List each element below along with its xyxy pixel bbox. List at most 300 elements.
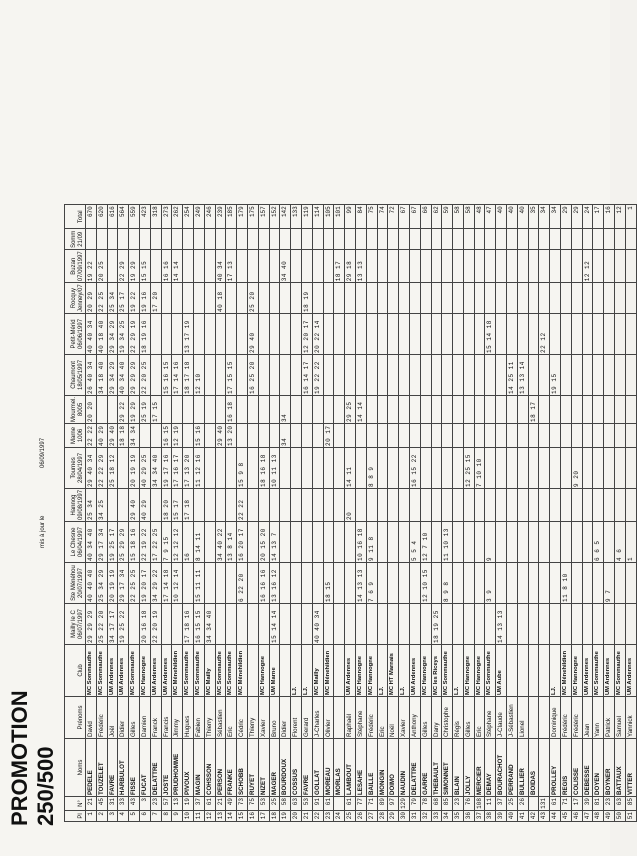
table-cell: Franck — [150, 697, 161, 739]
table-cell: 2 — [96, 811, 107, 822]
table-cell: MC Sommauthe — [86, 645, 97, 697]
table-cell — [291, 229, 302, 250]
table-cell: 15 17 — [172, 488, 183, 521]
table-cell: Frédéric — [561, 697, 572, 739]
table-cell — [496, 250, 507, 283]
table-cell — [183, 423, 194, 447]
table-cell: Francis — [161, 697, 172, 739]
table-cell: DELATTRE — [150, 739, 161, 797]
table-cell — [539, 604, 550, 645]
table-cell — [204, 522, 215, 563]
table-cell — [312, 229, 323, 250]
table-cell: REGIS — [561, 739, 572, 797]
table-cell — [561, 283, 572, 314]
table-cell: Christophe — [442, 697, 453, 739]
table-cell — [604, 447, 615, 488]
table-cell — [593, 313, 604, 354]
table-cell — [399, 488, 410, 521]
table-cell — [161, 313, 172, 354]
table-cell — [582, 604, 593, 645]
header-row — [65, 205, 86, 822]
table-cell — [561, 447, 572, 488]
table-cell: J-Charles — [312, 697, 323, 739]
table-cell: 17 20 — [150, 283, 161, 314]
table-cell: 5 5 4 — [409, 522, 420, 563]
table-row — [161, 205, 172, 822]
table-cell — [399, 354, 410, 395]
table-cell: 21 — [301, 811, 312, 822]
table-cell: UM Ardennes — [150, 645, 161, 697]
table-cell — [215, 604, 226, 645]
table-cell: 17 — [258, 811, 269, 822]
table-cell — [539, 250, 550, 283]
table-cell — [345, 604, 356, 645]
table-cell — [485, 354, 496, 395]
table-cell — [237, 604, 248, 645]
table-cell: 40 40 34 — [312, 604, 323, 645]
table-cell: Hugues — [183, 697, 194, 739]
table-cell — [474, 423, 485, 447]
table-cell — [183, 395, 194, 423]
table-cell: 43 — [539, 811, 550, 822]
table-cell — [431, 423, 442, 447]
table-cell — [107, 395, 118, 423]
table-cell — [571, 229, 582, 250]
table-cell — [86, 229, 97, 250]
table-cell — [539, 395, 550, 423]
table-cell — [604, 522, 615, 563]
table-cell: 25 29 29 — [118, 522, 129, 563]
table-cell: 25 17 — [118, 283, 129, 314]
table-cell — [453, 522, 464, 563]
table-cell: Lionel — [517, 697, 528, 739]
table-cell: 318 — [150, 205, 161, 229]
table-cell — [355, 354, 366, 395]
table-cell — [377, 354, 388, 395]
table-cell: 58 — [453, 205, 464, 229]
table-cell — [507, 283, 518, 314]
table-cell: FUCAT — [139, 739, 150, 797]
table-cell — [507, 313, 518, 354]
table-cell — [582, 395, 593, 423]
table-cell — [107, 250, 118, 283]
table-cell: 17 16 17 — [172, 447, 183, 488]
table-cell — [507, 522, 518, 563]
table-cell: 22 12 — [539, 313, 550, 354]
table-cell — [204, 447, 215, 488]
table-cell — [388, 354, 399, 395]
table-cell: 29 29 29 — [129, 354, 140, 395]
table-cell: 23 — [453, 797, 464, 811]
table-cell: Frédéric — [96, 697, 107, 739]
table-cell: Samuel — [615, 697, 626, 739]
table-cell: 18 19 — [301, 283, 312, 314]
table-cell — [107, 488, 118, 521]
table-cell — [161, 395, 172, 423]
table-cell: 19 16 — [139, 283, 150, 314]
table-cell: 84 — [355, 205, 366, 229]
table-cell — [334, 697, 345, 739]
table-cell — [323, 488, 334, 521]
table-cell — [517, 522, 528, 563]
table-cell: 30 — [399, 811, 410, 822]
table-cell: BOURACHOT — [496, 739, 507, 797]
table-cell — [258, 354, 269, 395]
table-cell — [571, 522, 582, 563]
table-cell: 44 — [550, 811, 561, 822]
table-cell — [453, 447, 464, 488]
table-cell: MC Mailly — [312, 645, 323, 697]
table-row — [582, 205, 593, 822]
table-cell: 29 40 34 — [86, 447, 97, 488]
table-cell — [593, 563, 604, 604]
table-cell — [291, 604, 302, 645]
table-cell: MC Hannogne — [355, 645, 366, 697]
table-row — [172, 205, 183, 822]
table-cell — [453, 250, 464, 283]
table-cell — [388, 283, 399, 314]
table-cell: JOLLY — [463, 739, 474, 797]
table-cell — [204, 395, 215, 423]
table-cell: 14 14 — [172, 250, 183, 283]
table-cell: 75 — [366, 205, 377, 229]
table-cell: 16 18 — [226, 395, 237, 423]
table-cell — [280, 229, 291, 250]
table-row — [507, 205, 518, 822]
table-cell: 22 20 19 — [150, 604, 161, 645]
table-body — [86, 205, 637, 822]
table-cell — [301, 447, 312, 488]
table-cell — [615, 229, 626, 250]
table-cell: DEBESSE — [582, 739, 593, 797]
table-cell: 16 — [247, 811, 258, 822]
table-cell — [204, 229, 215, 250]
table-cell — [431, 563, 442, 604]
table-cell: 71 — [561, 797, 572, 811]
table-cell: 29 22 — [118, 395, 129, 423]
table-cell: 16 20 17 — [237, 522, 248, 563]
table-cell — [388, 229, 399, 250]
table-cell — [150, 313, 161, 354]
table-cell: 20 15 20 — [258, 522, 269, 563]
table-cell — [399, 423, 410, 447]
table-cell: 40 — [517, 205, 528, 229]
table-cell: 15 11 11 — [193, 563, 204, 604]
table-cell: 10 12 14 — [172, 563, 183, 604]
table-cell — [334, 313, 345, 354]
table-cell: 6 — [139, 811, 150, 822]
table-cell: 23 — [323, 811, 334, 822]
table-cell — [269, 313, 280, 354]
table-cell: 5 — [129, 811, 140, 822]
table-cell: 34 25 — [96, 488, 107, 521]
table-cell — [604, 354, 615, 395]
table-cell: 43 — [129, 797, 140, 811]
table-cell — [323, 447, 334, 488]
table-cell: LJ. — [453, 645, 464, 697]
table-cell: UM Ardennes — [625, 645, 636, 697]
table-cell: 49 — [226, 797, 237, 811]
table-cell — [485, 395, 496, 423]
table-cell: 246 — [204, 205, 215, 229]
table-cell: 11 8 10 — [561, 563, 572, 604]
table-cell: PRUDHOMME — [172, 739, 183, 797]
table-cell: 97 — [388, 797, 399, 811]
table-cell: 62 — [431, 205, 442, 229]
table-cell — [345, 522, 356, 563]
table-row — [107, 205, 118, 822]
table-cell: 48 — [593, 811, 604, 822]
table-cell: 73 — [237, 797, 248, 811]
table-cell — [550, 395, 561, 423]
table-cell: 12 10 — [193, 354, 204, 395]
table-cell: 6 22 20 — [237, 563, 248, 604]
table-cell — [550, 229, 561, 250]
table-cell — [453, 229, 464, 250]
table-cell — [301, 488, 312, 521]
table-cell — [539, 447, 550, 488]
table-cell — [420, 229, 431, 250]
table-cell: 16 16 — [161, 250, 172, 283]
table-cell — [615, 313, 626, 354]
table-cell: Régis — [453, 697, 464, 739]
table-cell — [593, 488, 604, 521]
table-row — [539, 205, 550, 822]
table-cell: 71 — [366, 797, 377, 811]
table-cell — [496, 395, 507, 423]
table-cell — [528, 563, 539, 604]
table-cell: MC Sommauthe — [485, 645, 496, 697]
column-header: Ste Ménéhou 20/07/1997 — [65, 563, 86, 604]
table-cell: MC Ménehildien — [561, 645, 572, 697]
table-cell — [582, 522, 593, 563]
table-cell — [334, 797, 345, 811]
table-cell — [409, 488, 420, 521]
table-cell — [334, 423, 345, 447]
table-cell — [442, 283, 453, 314]
table-cell: 37 — [474, 811, 485, 822]
table-cell — [291, 313, 302, 354]
table-cell: PIVOUX — [183, 739, 194, 797]
table-cell: 34 29 22 — [150, 563, 161, 604]
table-cell: SIMONNET — [442, 739, 453, 797]
table-cell — [280, 447, 291, 488]
table-cell — [226, 447, 237, 488]
table-cell: 25 34 — [86, 488, 97, 521]
table-cell — [247, 488, 258, 521]
table-row — [625, 205, 636, 822]
table-cell — [258, 229, 269, 250]
table-cell: BOYNER — [604, 739, 615, 797]
table-cell — [604, 313, 615, 354]
table-cell: 89 — [377, 797, 388, 811]
table-cell: MC Sommauthe — [615, 645, 626, 697]
table-cell: MC Mailly — [204, 645, 215, 697]
table-cell: 20 22 14 — [312, 313, 323, 354]
table-cell — [496, 423, 507, 447]
table-cell: 29 18 — [345, 250, 356, 283]
table-cell — [291, 563, 302, 604]
table-cell: UM Ardennes — [107, 645, 118, 697]
table-cell: 16 — [183, 522, 194, 563]
table-cell: 17 — [571, 797, 582, 811]
table-cell — [571, 563, 582, 604]
table-cell — [615, 395, 626, 423]
table-cell — [247, 395, 258, 423]
table-cell — [172, 313, 183, 354]
column-header: Petit-Mérid 06/06/1997 — [65, 313, 86, 354]
table-cell — [496, 229, 507, 250]
table-cell — [625, 488, 636, 521]
table-cell: 13 — [215, 811, 226, 822]
table-cell — [615, 283, 626, 314]
table-cell: COHSSON — [204, 739, 215, 797]
table-cell — [431, 229, 442, 250]
table-cell — [539, 739, 550, 797]
table-cell: Eric — [474, 697, 485, 739]
table-cell — [409, 229, 420, 250]
table-cell — [420, 488, 431, 521]
table-cell — [269, 250, 280, 283]
table-cell: 26 40 34 — [86, 354, 97, 395]
table-cell: MC Ménehildien — [323, 645, 334, 697]
table-cell: LJ. — [399, 645, 410, 697]
table-cell — [615, 423, 626, 447]
table-cell: 85 — [442, 797, 453, 811]
table-cell — [247, 563, 258, 604]
table-row — [150, 205, 161, 822]
table-cell — [474, 283, 485, 314]
table-cell: 249 — [193, 205, 204, 229]
table-cell — [420, 250, 431, 283]
table-cell — [312, 395, 323, 423]
table-cell: 22 22 — [237, 488, 248, 521]
table-cell: 34 — [280, 395, 291, 423]
table-cell: 7 10 10 — [474, 447, 485, 488]
table-cell — [366, 423, 377, 447]
table-cell — [561, 313, 572, 354]
table-cell: 4 6 — [615, 522, 626, 563]
table-row — [247, 205, 258, 822]
table-cell: 41 — [517, 811, 528, 822]
table-cell: Stéphane — [355, 697, 366, 739]
table-cell: 34 — [442, 811, 453, 822]
table-cell: 11 10 13 — [442, 522, 453, 563]
table-cell — [388, 563, 399, 604]
table-cell — [582, 423, 593, 447]
table-cell — [366, 229, 377, 250]
table-row — [593, 205, 604, 822]
table-cell: 25 — [345, 811, 356, 822]
table-cell: 142 — [280, 205, 291, 229]
table-cell — [247, 250, 258, 283]
table-cell — [539, 488, 550, 521]
table-cell — [139, 229, 150, 250]
table-cell — [507, 229, 518, 250]
table-cell — [453, 604, 464, 645]
table-cell: 34 17 17 — [107, 604, 118, 645]
table-cell — [453, 563, 464, 604]
table-row — [366, 205, 377, 822]
table-cell: MC Ménehildien — [172, 645, 183, 697]
table-cell: 34 40 — [280, 250, 291, 283]
table-cell: 19 — [280, 811, 291, 822]
table-cell: 17 13 — [226, 250, 237, 283]
table-cell — [517, 395, 528, 423]
table-cell — [107, 229, 118, 250]
table-cell: 8 8 9 — [366, 447, 377, 488]
column-header: N° — [65, 797, 86, 811]
table-cell: Didier — [118, 697, 129, 739]
table-cell — [571, 354, 582, 395]
table-cell — [409, 423, 420, 447]
table-cell: 63 — [615, 797, 626, 811]
table-cell: BAILLE — [366, 739, 377, 797]
table-cell — [291, 250, 302, 283]
table-cell: 157 — [258, 205, 269, 229]
table-row — [291, 205, 302, 822]
table-cell — [280, 563, 291, 604]
table-cell: 40 — [496, 205, 507, 229]
table-cell — [150, 354, 161, 395]
table-cell: Dominique — [550, 697, 561, 739]
table-cell — [139, 423, 150, 447]
table-cell — [312, 488, 323, 521]
table-cell: 37 — [496, 797, 507, 811]
table-cell — [550, 522, 561, 563]
table-cell — [377, 522, 388, 563]
table-cell — [366, 250, 377, 283]
table-cell: Joël — [107, 697, 118, 739]
table-cell: MC Sommauthe — [193, 645, 204, 697]
table-cell — [161, 229, 172, 250]
table-cell — [517, 563, 528, 604]
table-cell: UM Aube — [496, 645, 507, 697]
table-cell — [474, 229, 485, 250]
table-cell: 51 — [625, 811, 636, 822]
table-cell: 59 — [442, 205, 453, 229]
table-cell — [301, 423, 312, 447]
table-cell: 3 9 — [485, 563, 496, 604]
table-cell: 58 — [463, 205, 474, 229]
table-cell: 47 — [582, 811, 593, 822]
table-cell — [517, 229, 528, 250]
table-cell — [474, 313, 485, 354]
table-cell: Fabien — [193, 697, 204, 739]
table-cell — [593, 604, 604, 645]
table-cell — [528, 645, 539, 697]
table-cell: 19 29 — [129, 250, 140, 283]
table-cell: MC Sommauthe — [442, 645, 453, 697]
table-cell — [280, 488, 291, 521]
table-cell — [528, 604, 539, 645]
table-cell: 18 19 16 — [139, 313, 150, 354]
table-row — [96, 205, 107, 822]
table-cell — [312, 522, 323, 563]
table-cell: PROLLEY — [550, 739, 561, 797]
table-cell: 18 16 18 — [258, 447, 269, 488]
table-cell: 40 29 — [139, 488, 150, 521]
table-cell — [323, 604, 334, 645]
table-cell: DOYEN — [593, 739, 604, 797]
table-row — [86, 205, 97, 822]
table-cell: 20 19 19 — [107, 563, 118, 604]
table-cell — [582, 447, 593, 488]
table-cell — [528, 423, 539, 447]
table-cell: 58 — [280, 797, 291, 811]
table-cell: Frédéric — [571, 697, 582, 739]
table-cell: 11 12 16 — [193, 447, 204, 488]
